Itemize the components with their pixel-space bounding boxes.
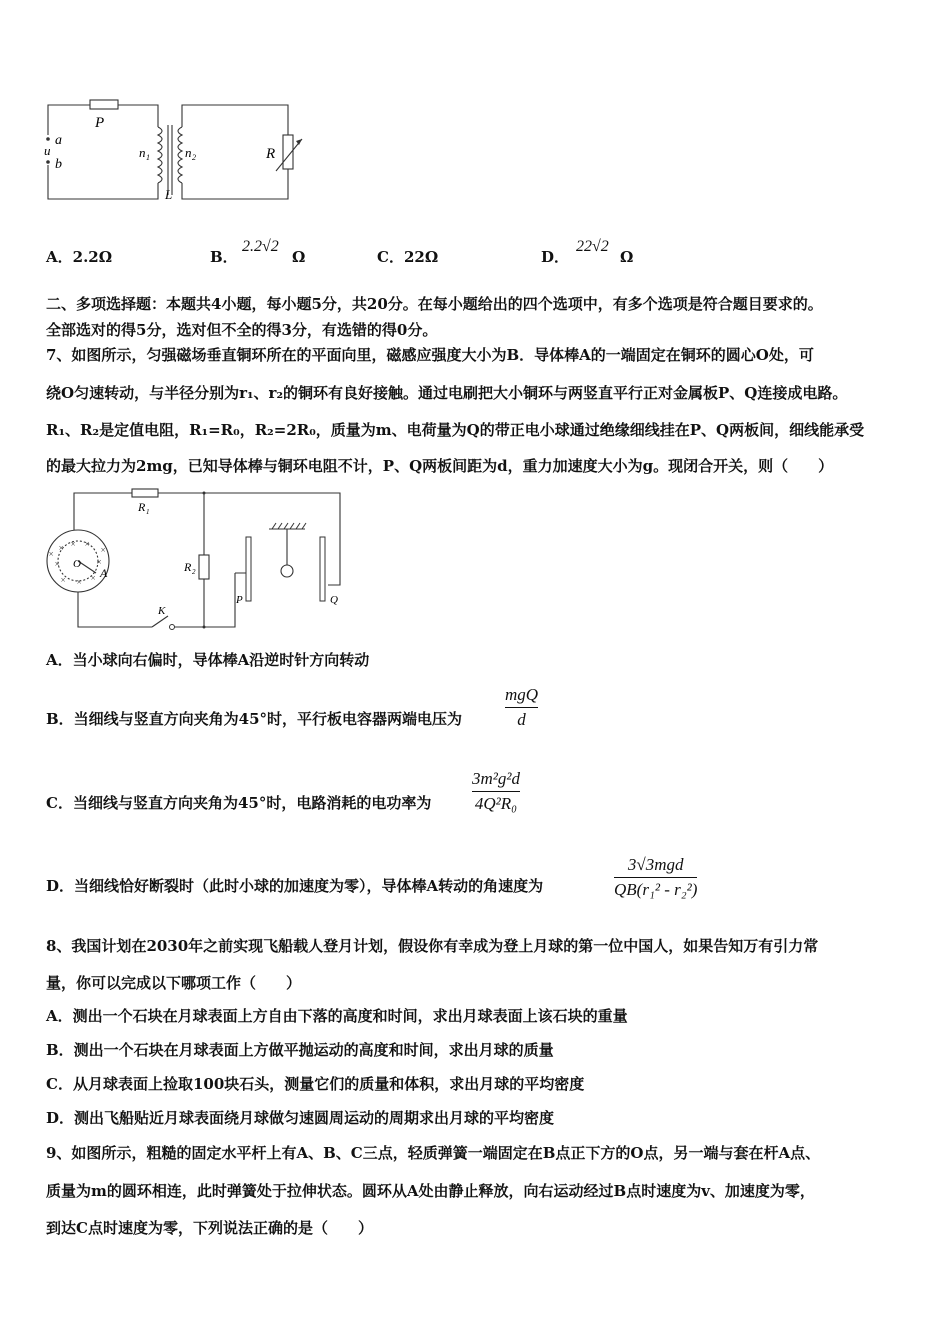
q7-option-b-denominator: d: [517, 710, 526, 729]
svg-text:×: ×: [90, 573, 97, 583]
label-n2-sub: 2: [192, 153, 196, 162]
label-r1: R: [138, 500, 146, 514]
q7-option-b: B．当细线与竖直方向夹角为45°时，平行板电容器两端电压为: [46, 710, 463, 728]
label-r2: R: [184, 560, 192, 574]
svg-text:×: ×: [96, 557, 103, 567]
q7-option-d-fraction: [614, 854, 697, 901]
q8-option-d: D．测出飞船贴近月球表面绕月球做匀速圆周运动的周期求出月球的平均密度: [46, 1109, 555, 1127]
svg-text:×: ×: [48, 549, 55, 559]
q8-option-a: A．测出一个石块在月球表面上方自由下落的高度和时间，求出月球表面上该石块的重量: [46, 1007, 628, 1025]
q7-stem-line1: 7、如图所示，匀强磁场垂直铜环所在的平面向里，磁感应强度大小为B．导体棒A的一端固定在铜环的圆心O处，可: [46, 346, 814, 364]
label-q-plate: Q: [330, 594, 338, 606]
q6-option-d-unit: Ω: [620, 248, 634, 266]
label-a: a: [55, 133, 62, 148]
label-p-plate: P: [236, 594, 243, 606]
fraction-bar: [614, 877, 697, 878]
q7-option-d: D．当细线恰好断裂时（此时小球的加速度为零），导体棒A转动的角速度为: [46, 877, 544, 895]
q9-stem-line1: 9、如图所示，粗糙的固定水平杆上有A、B、C三点，轻质弹簧一端固定在B点正下方的O点，另一端与套在杆A点、: [46, 1144, 821, 1162]
q7-option-c-denominator: 4Q²R₀: [474, 794, 518, 813]
label-r2-sub: 2: [192, 568, 196, 576]
q7-option-a: A．当小球向右偏时，导体棒A沿逆时针方向转动: [46, 651, 370, 669]
svg-text:×: ×: [58, 543, 65, 553]
q6-option-b-unit: Ω: [292, 248, 306, 266]
fraction-bar: [505, 707, 538, 708]
fuse-p: [90, 100, 118, 109]
q7-stem-line3: R₁、R₂是定值电阻，R₁=R₀，R₂=2R₀，质量为m、电荷量为Q的带正电小球通过绝缘细线挂在P、Q两板间，细线能承受: [46, 421, 865, 439]
q7-option-d-denominator: QB(r₁² - r₂²): [614, 880, 698, 899]
q8-stem-line2: 量，你可以完成以下哪项工作（ ）: [46, 974, 302, 992]
label-b: b: [55, 157, 62, 172]
label-u: u: [44, 143, 51, 158]
q7-option-c-fraction: [472, 768, 520, 815]
q8-option-c: C．从月球表面上捡取100块石头，测量它们的质量和体积，求出月球的平均密度: [46, 1075, 585, 1093]
q6-option-a: A．2.2Ω: [46, 248, 113, 266]
section2-header-line1: 二、多项选择题：本题共4小题，每小题5分，共20分。在每小题给出的四个选项中，有多个选项是符合题目要求的。: [46, 295, 823, 313]
svg-text:×: ×: [60, 575, 67, 585]
label-a-rod: A: [100, 566, 108, 580]
q9-stem-line3: 到达C点时速度为零，下列说法正确的是（ ）: [46, 1219, 373, 1237]
label-o: O: [73, 558, 81, 570]
label-n1: n: [139, 145, 146, 160]
q9-stem-line2: 质量为m的圆环相连，此时弹簧处于拉伸状态。圆环从A处由静止释放，向右运动经过B点时速度为v、加速度为零，: [46, 1182, 815, 1200]
label-n2: n: [185, 145, 192, 160]
transformer-circuit-figure: [40, 95, 360, 215]
svg-text:×: ×: [70, 539, 77, 549]
q7-stem-line4: 的最大拉力为2mg，已知导体棒与铜环电阻不计，P、Q两板间距为d，重力加速度大小为g。现闭合开关，则（ ）: [46, 457, 834, 475]
label-k: K: [158, 605, 166, 617]
label-r1-sub: 1: [146, 508, 150, 516]
q7-option-b-numerator: mgQ: [505, 685, 539, 704]
q7-option-b-fraction: [505, 684, 538, 731]
label-n1-sub: 1: [146, 153, 150, 162]
svg-text:×: ×: [84, 539, 91, 549]
svg-text:×: ×: [76, 577, 83, 587]
q8-stem-line1: 8、我国计划在2030年之前实现飞船载人登月计划，假设你有幸成为登上月球的第一位中国人，如果告知万有引力常: [46, 937, 819, 955]
section2-header-line2: 全部选对的得5分，选对但不全的得3分，有选错的得0分。: [46, 321, 438, 339]
svg-text:×: ×: [100, 545, 107, 555]
fraction-bar: [472, 791, 520, 792]
q6-option-d-math: 22√2: [576, 238, 609, 255]
label-p: P: [95, 115, 105, 131]
q7-circuit-figure: [40, 485, 360, 635]
q7-stem-line2: 绕O匀速转动，与半径分别为r₁、r₂的铜环有良好接触。通过电刷把大小铜环与两竖直平行正对金属板P、Q连接成电路。: [46, 384, 848, 402]
label-r: R: [266, 146, 276, 162]
q6-option-d-label: D．: [541, 248, 570, 266]
q6-option-b-label: B．: [210, 248, 238, 266]
q6-option-b-math: 2.2√2: [242, 238, 279, 255]
q7-option-c-numerator: 3m²g²d: [472, 769, 520, 788]
q6-option-c: C．22Ω: [377, 248, 439, 266]
q7-option-d-numerator: 3√3mgd: [627, 855, 684, 874]
svg-text:×: ×: [54, 559, 61, 569]
q8-option-b: B．测出一个石块在月球表面上方做平抛运动的高度和时间，求出月球的质量: [46, 1041, 554, 1059]
label-l: L: [165, 187, 173, 202]
q7-option-c: C．当细线与竖直方向夹角为45°时，电路消耗的电功率为: [46, 794, 432, 812]
